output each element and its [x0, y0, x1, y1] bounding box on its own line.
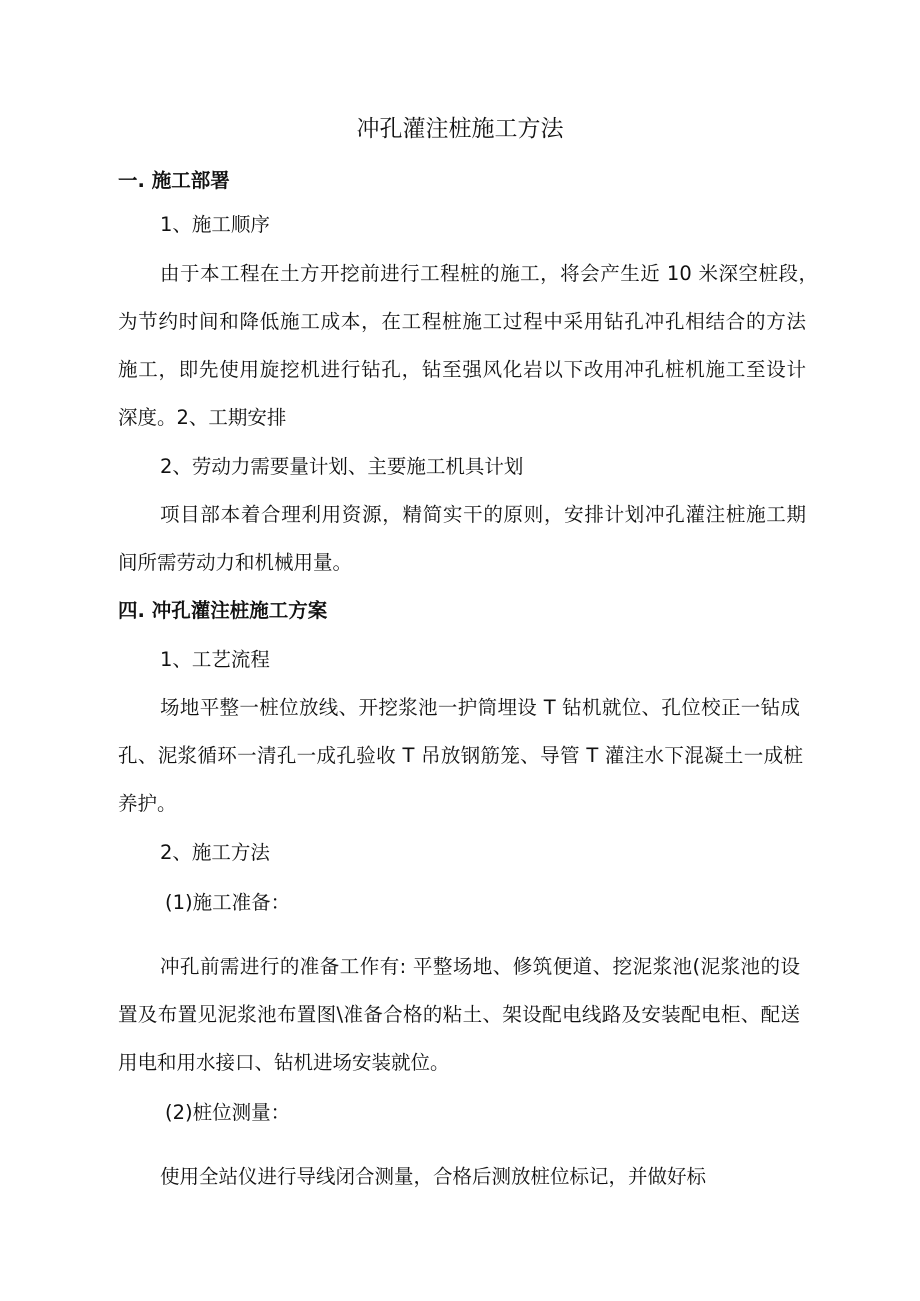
paragraph-line: 由于本工程在土方开挖前进行工程桩的施工，将会产生近 10 米深空桩段， [160, 262, 818, 285]
paragraph-line: 施工，即先使用旋挖机进行钻孔，钻至强风化岩以下改用冲孔桩机施工至设计 [118, 358, 806, 381]
item-construction-sequence: 1、施工顺序 [160, 213, 270, 236]
paragraph-line: 孔、泥浆循环一清孔一成孔验收 T 吊放钢筋笼、导管 T 灌注水下混凝土一成桩 [118, 744, 803, 767]
paragraph-line: 使用全站仪进行导线闭合测量，合格后测放桩位标记，并做好标 [160, 1165, 707, 1188]
paragraph-line: 为节约时间和降低施工成本，在工程桩施工过程中采用钻孔冲孔相结合的方法 [118, 310, 806, 333]
paragraph-line: 置及布置见泥浆池布置图\准备合格的粘土、架设配电线路及安装配电柜、配送 [118, 1003, 800, 1026]
paragraph-line: 养护。 [118, 792, 177, 815]
document-title: 冲孔灌注桩施工方法 [356, 116, 564, 142]
paragraph-line: 用电和用水接口、钻机进场安装就位。 [118, 1051, 450, 1074]
section-heading-scheme: 四. 冲孔灌注桩施工方案 [118, 599, 328, 622]
subheading-preparation: (1)施工准备： [165, 891, 291, 914]
paragraph-line: 深度。2、工期安排 [118, 406, 287, 429]
subheading-pile-survey: (2)桩位测量： [165, 1101, 291, 1124]
paragraph-line: 冲孔前需进行的准备工作有: 平整场地、修筑便道、挖泥浆池(泥浆池的设 [160, 955, 800, 978]
paragraph-line: 项目部本着合理利用资源，精简实干的原则，安排计划冲孔灌注桩施工期 [160, 503, 806, 526]
paragraph-line: 间所需劳动力和机械用量。 [118, 551, 353, 574]
paragraph-line: 场地平整一桩位放线、开挖浆池一护筒埋设 T 钻机就位、孔位校正一钻成 [160, 696, 800, 719]
item-construction-method: 2、施工方法 [160, 841, 270, 864]
item-labor-plan: 2、劳动力需要量计划、主要施工机具计划 [160, 455, 524, 478]
item-process-flow: 1、工艺流程 [160, 648, 270, 671]
section-heading-deployment: 一. 施工部署 [118, 169, 230, 192]
